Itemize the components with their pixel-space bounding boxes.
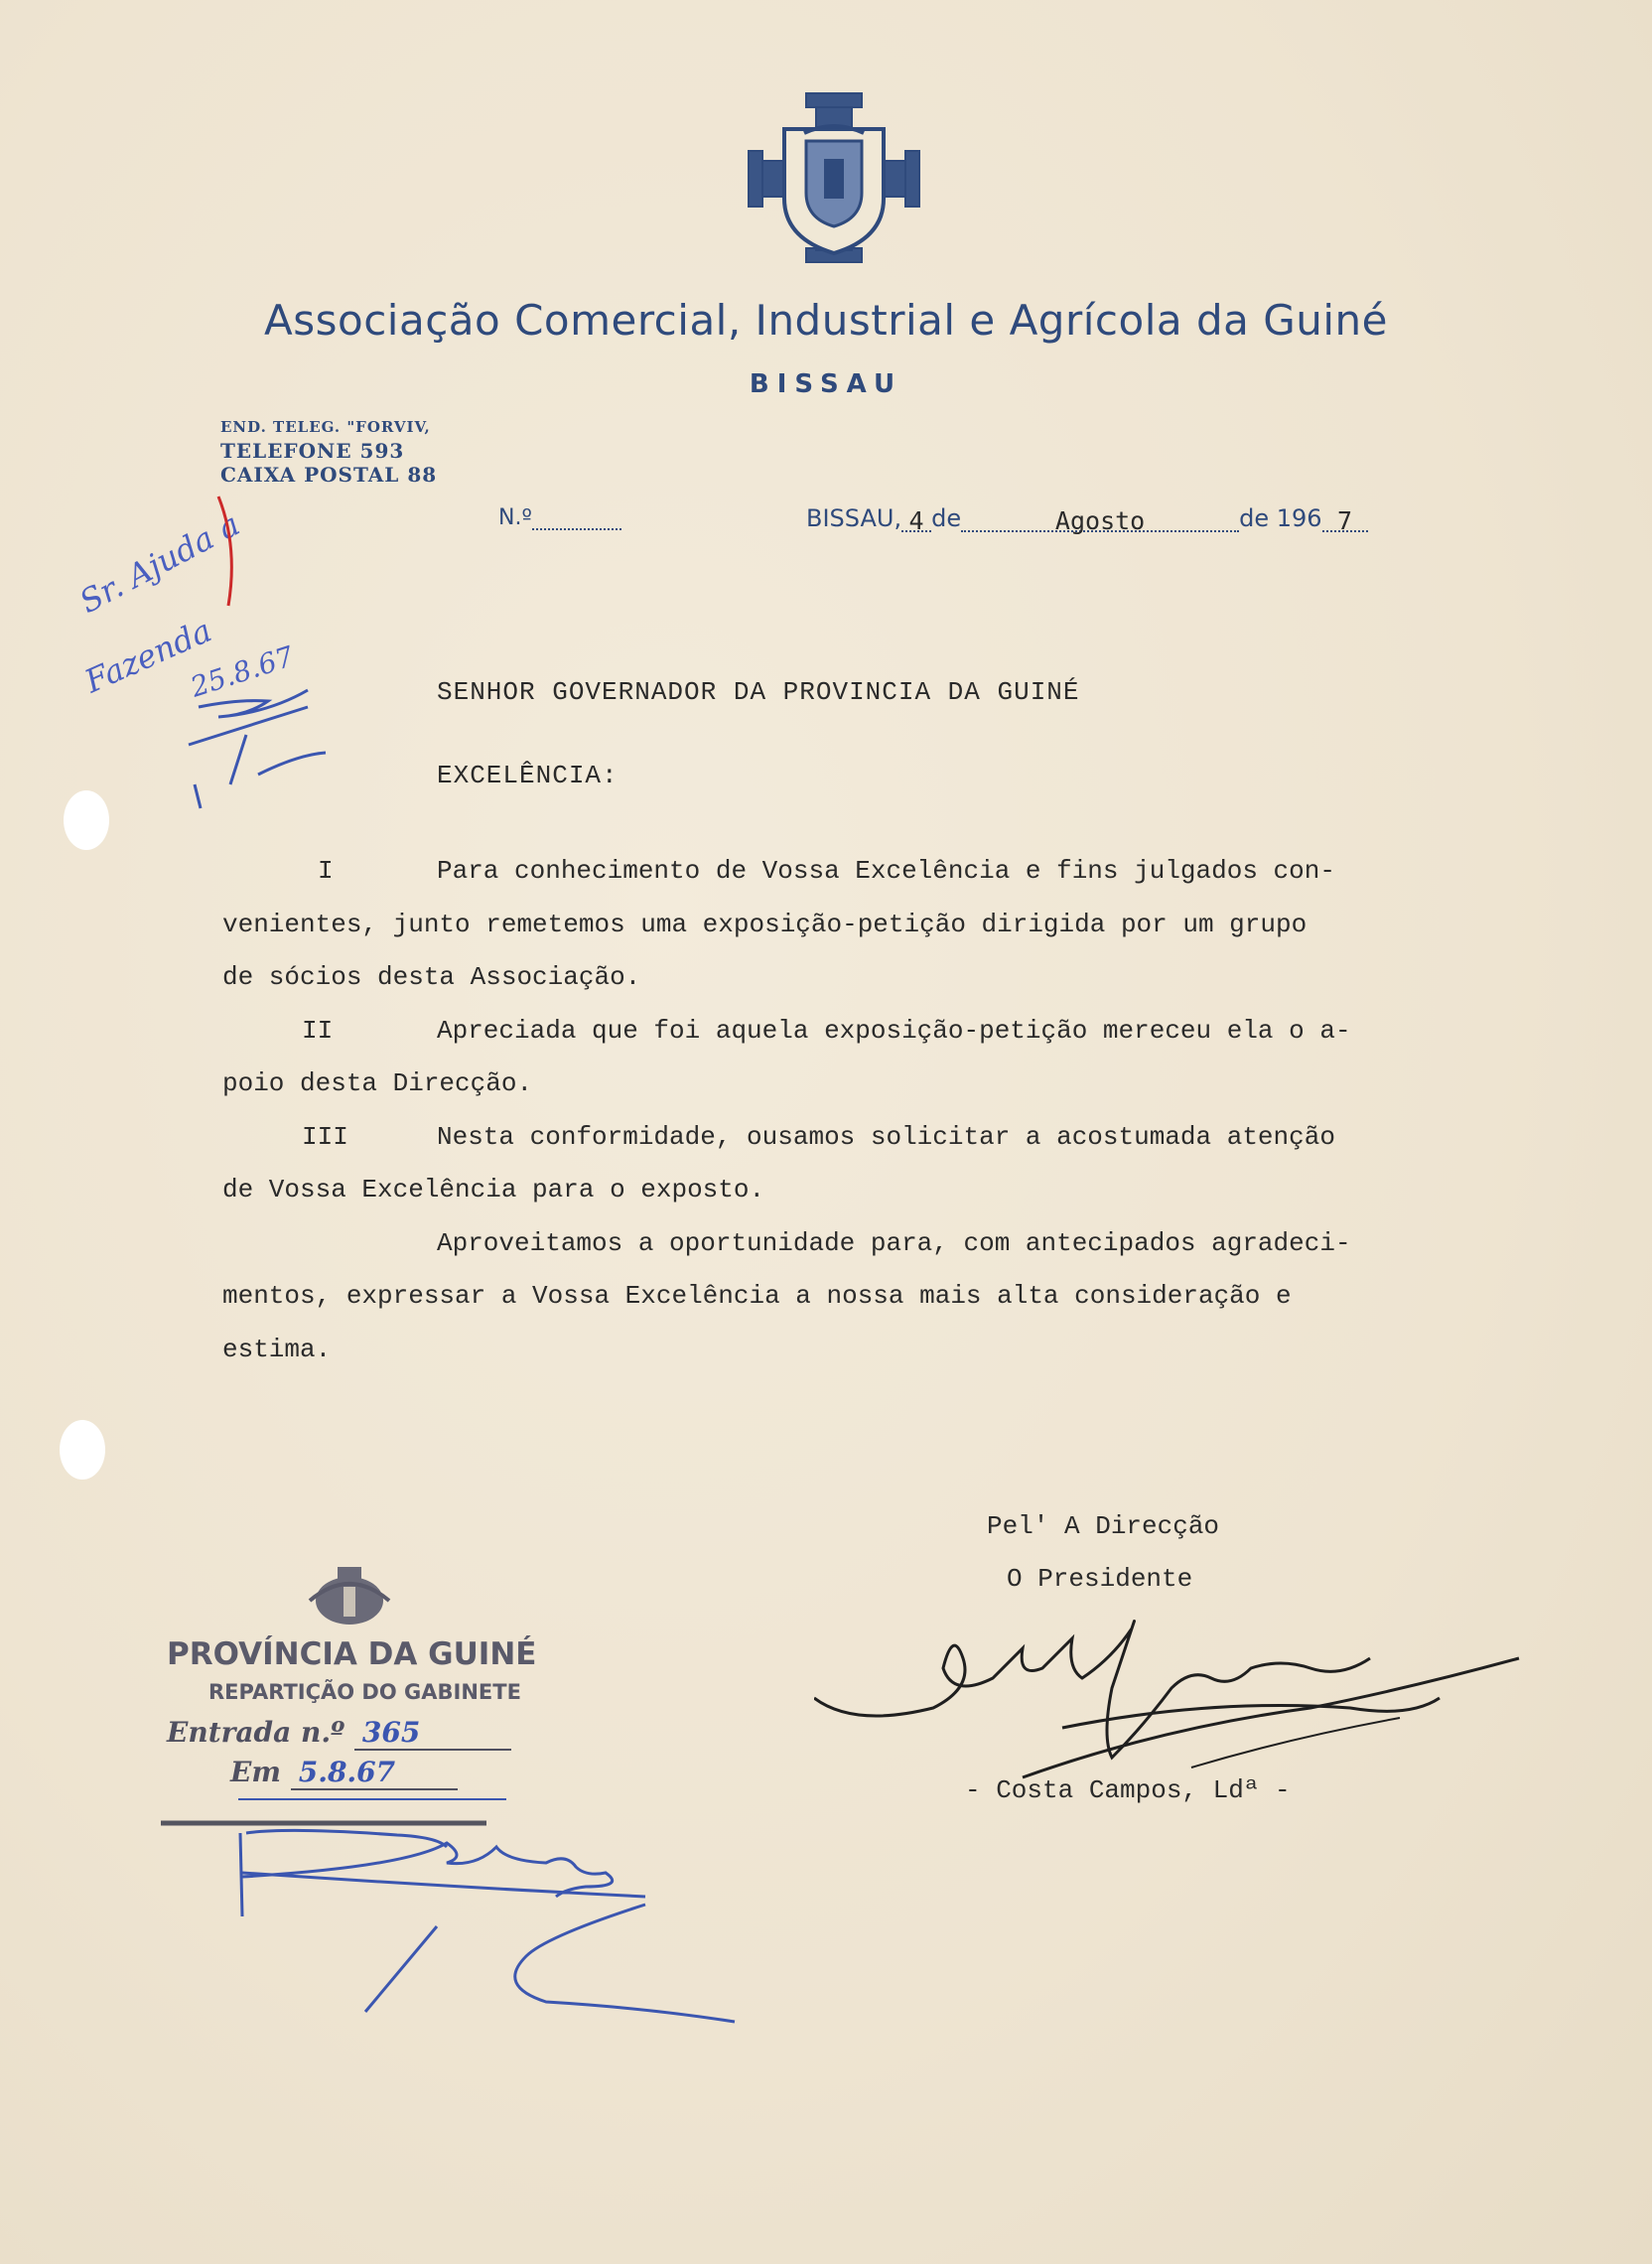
body-line-text: estima. — [222, 1334, 332, 1364]
stamp-department: REPARTIÇÃO DO GABINETE — [208, 1680, 521, 1704]
entry-date: 5.8.67 — [291, 1756, 458, 1790]
year-digit: 7 — [1336, 506, 1353, 535]
date-label: Em — [230, 1756, 281, 1788]
paragraph-number: III — [302, 1121, 348, 1152]
body-line-text: Apreciada que foi aquela exposição-petição mereceu ela o a- — [437, 1015, 1351, 1046]
body-line — [222, 1281, 1588, 1335]
year-label: de 196 — [1239, 504, 1322, 532]
body-line-text: poio desta Direcção. — [222, 1068, 533, 1098]
body-line — [222, 910, 1588, 963]
closing-direction: Pel' A Direcção — [987, 1511, 1220, 1541]
stamp-ink-strokes — [149, 1777, 764, 2055]
phone-number: TELEFONE 593 — [220, 439, 405, 463]
association-city: BISSAU — [749, 369, 903, 399]
place-label: BISSAU, — [806, 504, 902, 532]
number-label: N.º — [498, 505, 532, 530]
telegraph-address: END. TELEG. "FORVIV, — [220, 418, 431, 436]
contact-block — [220, 415, 437, 487]
body-line — [222, 1335, 1588, 1388]
paragraph-number: I — [318, 856, 334, 886]
body-line-text: Nesta conformidade, ousamos solicitar a acostumada atenção — [437, 1121, 1335, 1152]
annotation-line-2: Fazenda — [78, 611, 217, 701]
association-crest-icon — [745, 89, 923, 268]
body-line — [222, 856, 1588, 910]
body-line — [222, 1068, 1588, 1122]
entry-label: Entrada n.º — [167, 1716, 345, 1749]
signer-name: - Costa Campos, Ldª - — [965, 1775, 1291, 1805]
province-coat-of-arms-icon — [300, 1557, 399, 1636]
body-line-text: Para conhecimento de Vossa Excelência e fins julgados con- — [437, 856, 1335, 886]
date-month: Agosto — [1054, 506, 1146, 535]
body-line — [222, 1175, 1588, 1228]
closing-president: O Presidente — [1007, 1564, 1193, 1594]
entry-number: 365 — [354, 1716, 511, 1751]
body-line — [222, 962, 1588, 1016]
punch-hole-bottom — [60, 1420, 105, 1480]
body-line-text: de sócios desta Associação. — [222, 962, 641, 992]
body-line-text: mentos, expressar a Vossa Excelência a nossa mais alta consideração e — [222, 1281, 1292, 1311]
body-line-text: venientes, junto remetemos uma exposição-petição dirigida por um grupo — [222, 909, 1308, 939]
margin-annotation-ink — [69, 487, 367, 824]
body-line-text: Aproveitamos a oportunidade para, com antecipados agradeci- — [437, 1227, 1351, 1258]
postal-box: CAIXA POSTAL 88 — [220, 463, 438, 487]
annotation-line-1: Sr. Ajuda a — [72, 504, 246, 622]
salutation: EXCELÊNCIA: — [437, 761, 619, 790]
body-line-text: de Vossa Excelência para o exposto. — [222, 1175, 765, 1204]
date-de-label: de — [931, 504, 962, 532]
date-line — [806, 504, 1368, 535]
letter-body — [222, 856, 1588, 1387]
date-day: 4 — [908, 506, 924, 535]
president-signature — [814, 1569, 1529, 1787]
body-line — [222, 1016, 1588, 1069]
body-line — [222, 1122, 1588, 1176]
reference-number — [498, 504, 621, 530]
stamp-province: PROVÍNCIA DA GUINÉ — [167, 1636, 537, 1672]
association-name: Associação Comercial, Industrial e Agrícola da Guiné — [264, 296, 1388, 345]
addressee: SENHOR GOVERNADOR DA PROVINCIA DA GUINÉ — [437, 677, 1080, 707]
annotation-date: 25.8.67 — [186, 639, 298, 704]
body-line — [222, 1228, 1588, 1282]
paragraph-number: II — [302, 1015, 334, 1046]
stamp-entry — [167, 1716, 511, 1751]
